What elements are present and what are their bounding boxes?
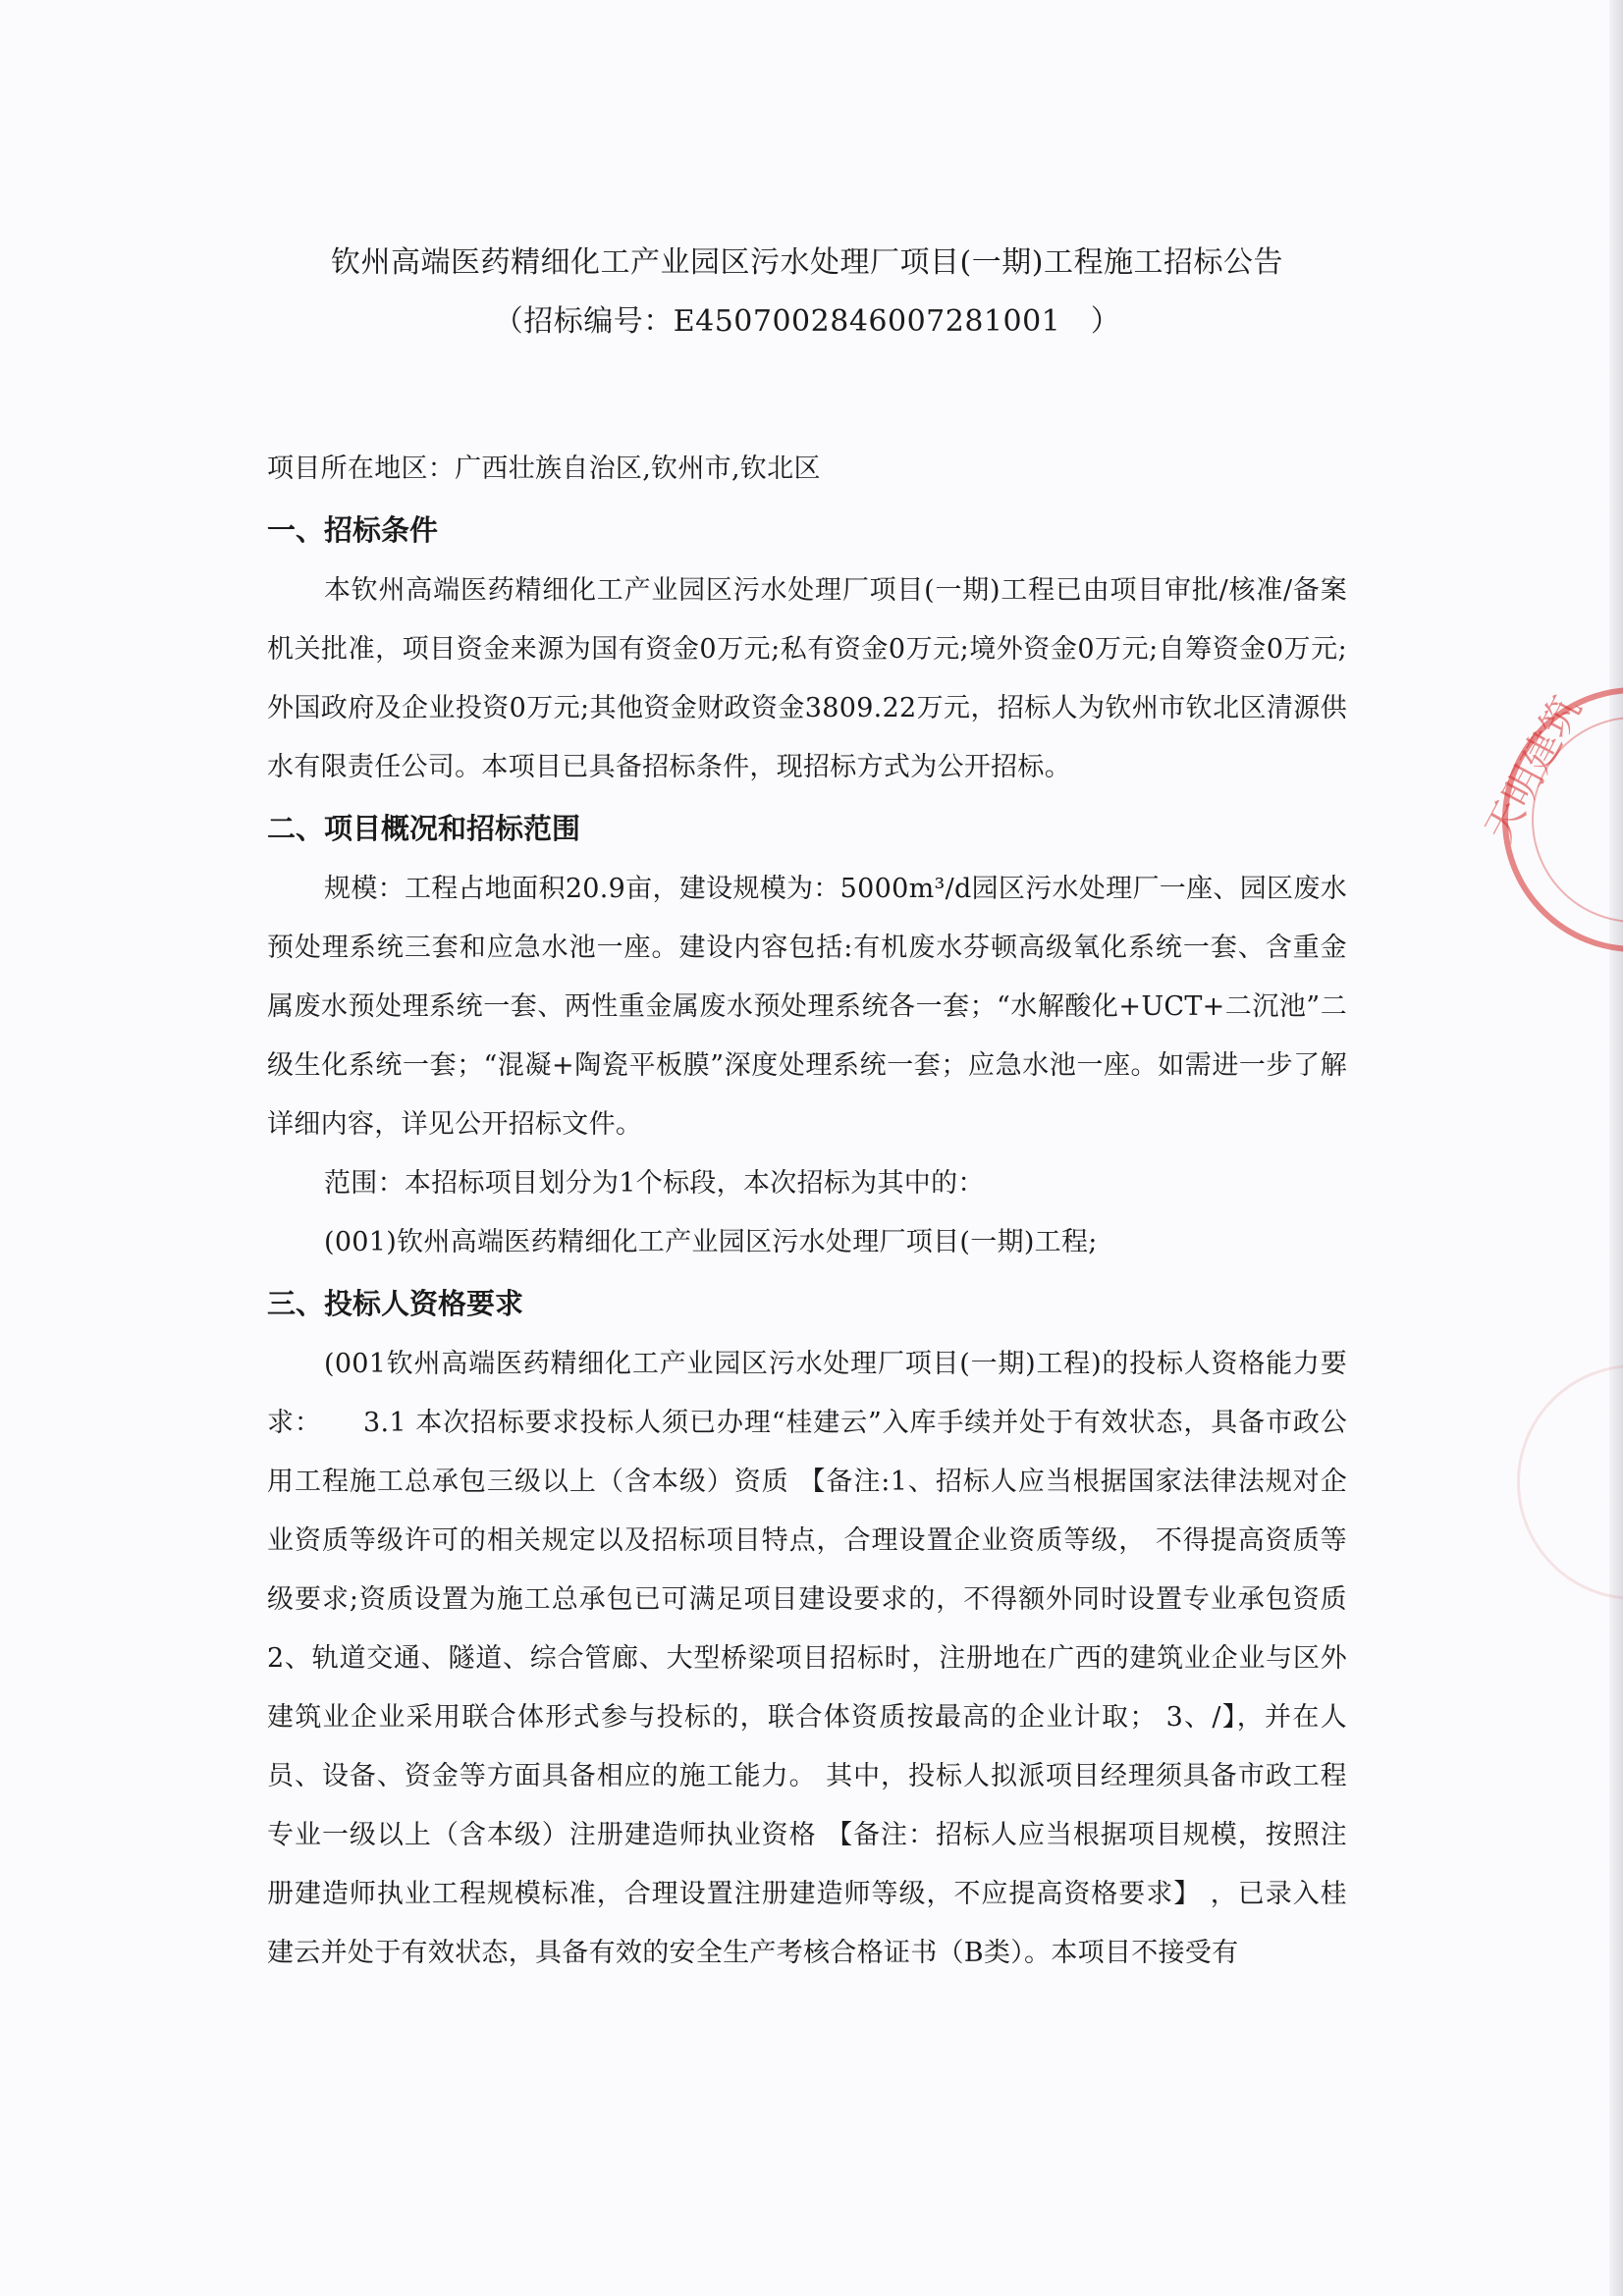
section-2-scale-paragraph: 规模：工程占地面积20.9亩，建设规模为：5000m³/d园区污水处理厂一座、园区废水预处理系统三套和应急水池一座。建设内容包括:有机废水芬顿高级氧化系统一套、含重金属废水预处理系统一套、两性重金属废水预处理系统各一套；“水解酸化+UCT+二沉池”二级生化系统一套；“混凝+陶瓷平板膜”深度处理系统一套；应急水池一座。如需进一步了解详细内容，详见公开招标文件。 [267,874,1347,1140]
seal-text: 天明建筑 [1476,689,1591,849]
project-location: 项目所在地区：广西壮族自治区,钦州市,钦北区 [267,454,821,484]
section-2-scope-paragraph: 范围：本招标项目划分为1个标段，本次招标为其中的： [324,1168,985,1199]
section-3-heading: 三、投标人资格要求 [267,1287,524,1320]
section-2-lot-item: (001)钦州高端医药精细化工产业园区污水处理厂项目(一期)工程; [324,1227,1098,1257]
section-3-paragraph: (001钦州高端医药精细化工产业园区污水处理厂项目(一期)工程)的投标人资格能力要求： 3.1 本次招标要求投标人须已办理“桂建云”入库手续并处于有效状态，具备市政公用工程施工总承包三级以上（含本级）资质 【备注:1、招标人应当根据国家法律法规对企业资质等级许可的相关规定以及招标项目特点，合理设置企业资质等级， 不得提高资质等级要求;资质设置为施工总承包已可满足项目建设要求的，不得额外同时设置专业承包资质 2、轨道交通、隧道、综合管廊、大型桥梁项目招标时，注册地在广西的建筑业企业与区外建筑业企业采用联合体形式参与投标的，联合体资质按最高的企业计取； 3、/】，并在人员、设备、资金等方面具备相应的施工能力。 其中，投标人拟派项目经理须具备市政工程专业一级以上（含本级）注册建造师执业资格 【备注：招标人应当根据项目规模，按照注册建造师执业工程规模标准，合理设置注册建造师等级，不应提高资格要求】 ，已录入桂建云并处于有效状态，具备有效的安全生产考核合格证书（B类）。本项目不接受有 [267,1349,1375,1968]
section-1-paragraph: 本钦州高端医药精细化工产业园区污水处理厂项目(一期)工程已由项目审批/核准/备案机关批准，项目资金来源为国有资金0万元;私有资金0万元;境外资金0万元;自筹资金0万元;外国政府及企业投资0万元;其他资金财政资金3809.22万元，招标人为钦州市钦北区清源供水有限责任公司。本项目已具备招标条件，现招标方式为公开招标。 [267,575,1347,782]
company-seal [1476,687,1623,952]
tender-code: （招标编号：E4507002846007281001 ） [493,304,1121,339]
section-2-heading: 二、项目概况和招标范围 [267,812,581,845]
scan-edge [1609,0,1623,2296]
document-content [267,234,1375,1983]
section-1-heading: 一、招标条件 [267,513,439,547]
document-title: 钦州高端医药精细化工产业园区污水处理厂项目(一期)工程施工招标公告 [331,245,1283,280]
faded-seal [1517,1364,1623,1600]
